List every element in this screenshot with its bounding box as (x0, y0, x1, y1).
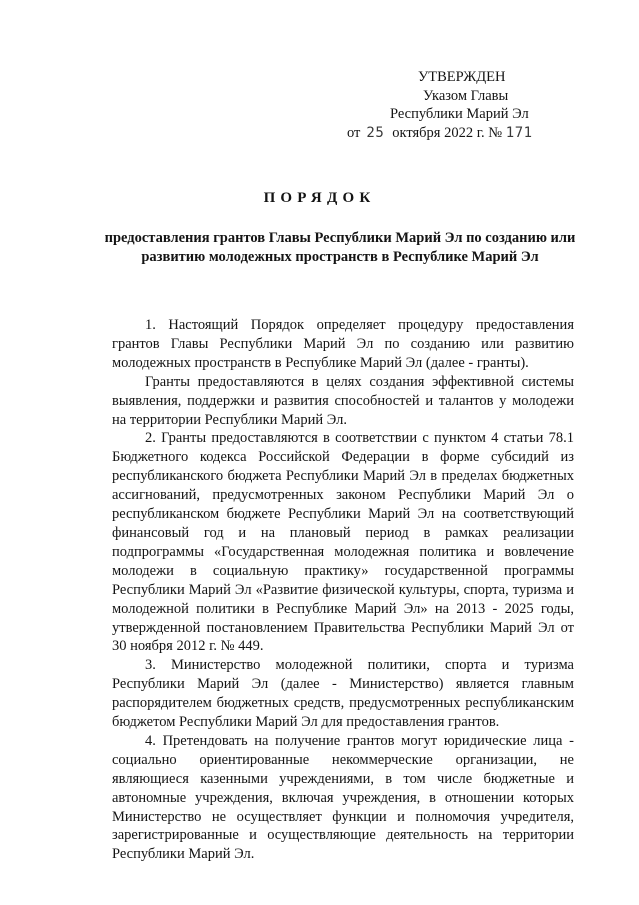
approval-date-line (320, 124, 570, 143)
approval-stamp-block (320, 68, 570, 142)
approval-date-prefix: от (347, 124, 361, 141)
paragraph-4: 3. Министерство молодежной политики, спорта и туризма Республики Марий Эл (далее - Министерство) является главным распорядителем бюджетных средств, предусмотренных республиканским бюджетом Республики Марий Эл для предоставления грантов. (112, 657, 574, 731)
approval-status: УТВЕРЖДЕН (418, 69, 506, 85)
paragraph-2: Гранты предоставляются в целях создания эффективной системы выявления, поддержки и развития способностей и талантов у молодежи на территории Республики Марий Эл. (112, 373, 574, 428)
paragraph-3: 2. Гранты предоставляются в соответствии с пунктом 4 статьи 78.1 Бюджетного кодекса Российской Федерации в форме субсидий из республиканского бюджета Республики Марий Эл в пределах бюджетных ассигнований, предусмотренных законом Республики Марий Эл о республиканском бюджете Республики Марий Эл на соответствующий финансовый год и на плановый период в рамках реализации подпрограммы «Государственная молодежная политика и вовлечение молодежи в социальную практику» государственной программы Республики Марий Эл «Развитие физической культуры, спорта, туризма и молодежной политики в Республике Марий Эл» на 2013 - 2025 годы, утвержденной постановлением Правительства Республики Марий Эл от 30 ноября 2012 г. № 449. (112, 430, 574, 655)
approval-number: 171 (505, 124, 533, 141)
approval-by: Указом Главы (423, 87, 509, 104)
approval-date-rest: октября 2022 г. № (392, 124, 503, 141)
paragraph-5: 4. Претендовать на получение грантов могут юридические лица - социально ориентированные некоммерческие организации, не являющиеся казенными учреждениями, в том числе бюджетные и автономные учреждения, включая учреждения, в отношении которых Министерство не осуществляет функции и полномочия учредителя, зарегистрированные и осуществляющие деятельность на территории Республики Марий Эл. (112, 732, 574, 863)
approval-authority: Республики Марий Эл (390, 106, 529, 122)
document-subtitle: предоставления грантов Главы Республики Марий Эл по созданию или развитию молодежных пространств в Республике Марий Эл (104, 230, 576, 265)
approval-date-day: 25 (366, 124, 385, 141)
document-title: ПОРЯДОК (263, 190, 376, 206)
document-body (112, 316, 574, 864)
paragraph-1: 1. Настоящий Порядок определяет процедуру предоставления грантов Главы Республики Марий Эл по созданию или развитию молодежных пространств в Республике Марий Эл (далее - гранты). (112, 317, 574, 371)
